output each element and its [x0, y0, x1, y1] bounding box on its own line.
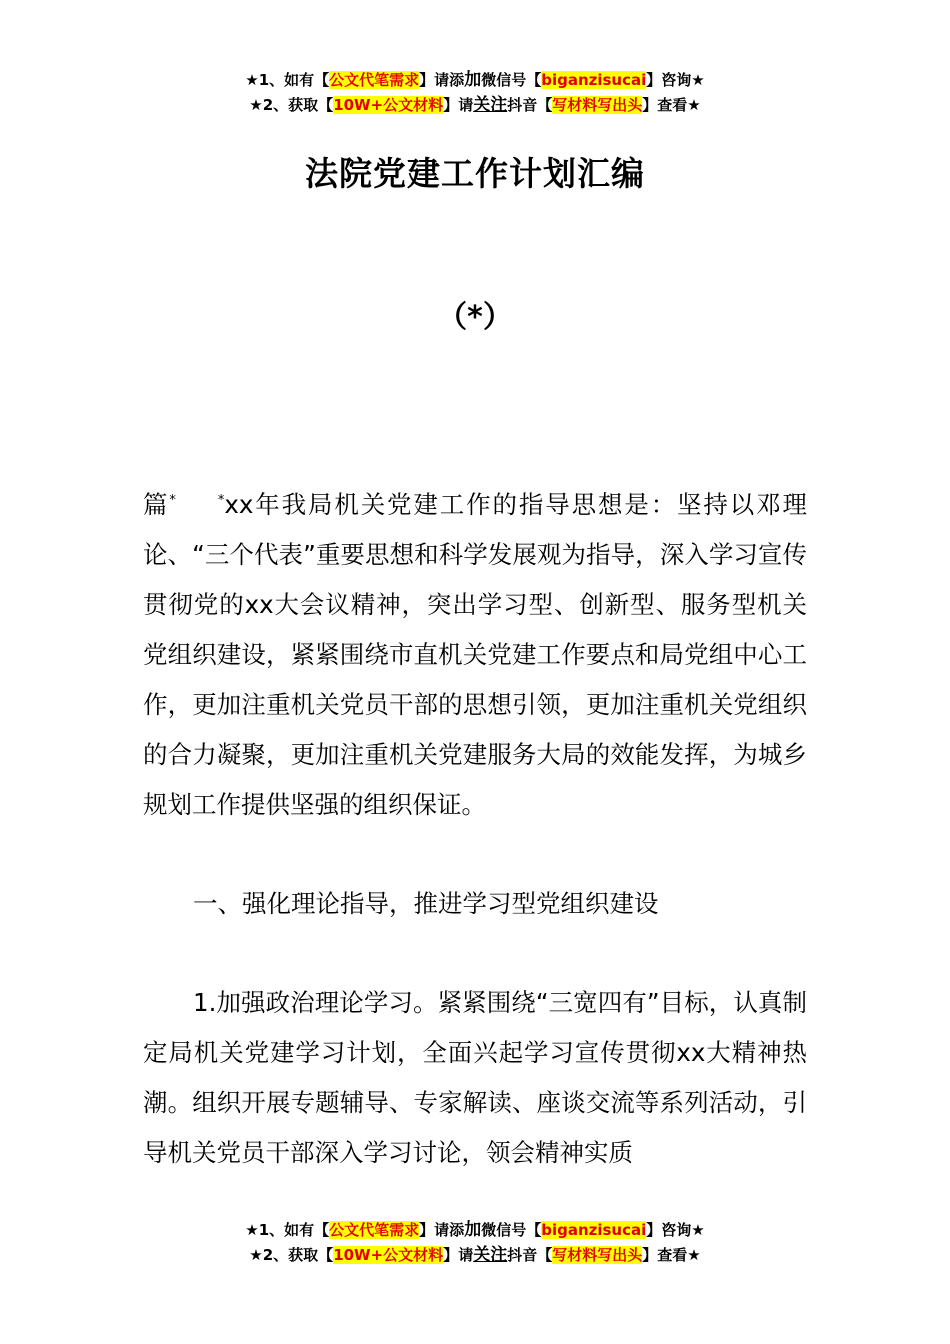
section-heading-1: 一、强化理论指导，推进学习型党组织建设 — [193, 889, 659, 918]
banner-line-1: ★1、如有【公文代笔需求】请添加微信号【biganzisucai】咨询★ — [245, 70, 705, 90]
footer-banner — [0, 1218, 950, 1268]
banner-highlight-service: 公文代笔需求 — [329, 1221, 420, 1239]
banner-highlight-wechat: biganzisucai — [541, 1221, 647, 1239]
banner-highlight-materials: 10W+公文材料 — [333, 96, 444, 114]
document-subtitle: （*） — [437, 300, 513, 335]
document-title: 法院党建工作计划汇编 — [305, 154, 645, 193]
banner-highlight-service: 公文代笔需求 — [329, 71, 420, 89]
paragraph-theory-study: 1.加强政治理论学习。紧紧围绕“三宽四有”目标，认真制定局机关党建学习计划，全面兴起学习宣传贯彻xx大精神热潮。组织开展专题辅导、专家解读、座谈交流等系列活动，引导机关党员干部深入学习讨论，领会精神实质 — [143, 988, 807, 1167]
header-banner — [0, 68, 950, 118]
banner-highlight-douyin: 写材料写出头 — [552, 1246, 643, 1264]
banner-highlight-wechat: biganzisucai — [541, 71, 647, 89]
banner-highlight-douyin: 写材料写出头 — [552, 96, 643, 114]
banner-line-2: ★2、获取【10W+公文材料】请关注抖音【写材料写出头】查看★ — [249, 1245, 701, 1265]
banner-line-2: ★2、获取【10W+公文材料】请关注抖音【写材料写出头】查看★ — [249, 95, 701, 115]
paragraph-guiding-idea: 篇* *xx年我局机关党建工作的指导思想是：坚持以邓理论、“三个代表”重要思想和科学发展观为指导，深入学习宣传贯彻党的xx大会议精神，突出学习型、创新型、服务型机关党组织建设，紧紧围绕市直机关党建工作要点和局党组中心工作，更加注重机关党员干部的思想引领，更加注重机关党组织的合力凝聚，更加注重机关党建服务大局的效能发挥，为城乡规划工作提供坚强的组织保证。 — [143, 490, 808, 819]
banner-highlight-materials: 10W+公文材料 — [333, 1246, 444, 1264]
banner-line-1: ★1、如有【公文代笔需求】请添加微信号【biganzisucai】咨询★ — [245, 1220, 705, 1240]
